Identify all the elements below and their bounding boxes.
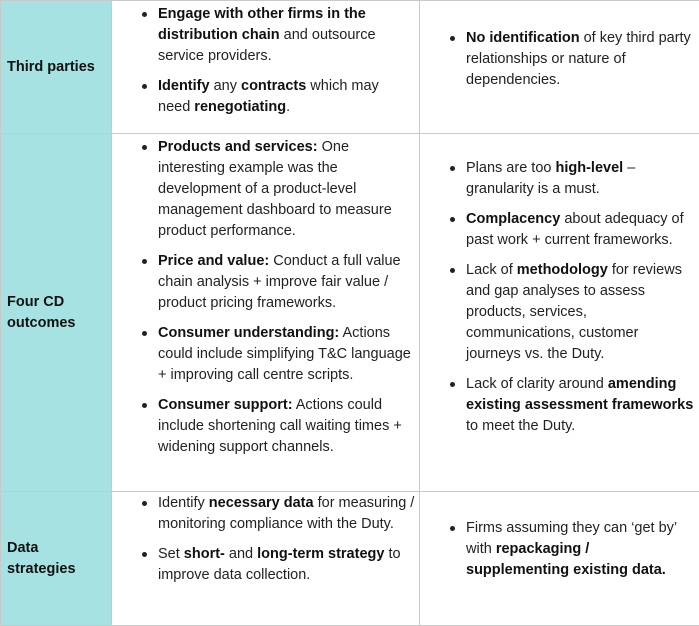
bullet-item bbox=[112, 395, 419, 458]
actions-list bbox=[112, 493, 419, 586]
bullet-dot-icon bbox=[142, 145, 147, 150]
bold-text: Engage with other firms in the distribution chain bbox=[158, 6, 366, 43]
bullet-item bbox=[112, 137, 419, 242]
text: Lack of clarity around bbox=[466, 376, 608, 392]
gaps-list bbox=[420, 158, 699, 437]
bullet-item bbox=[112, 251, 419, 314]
bold-text: short- bbox=[184, 546, 225, 562]
bullet-dot-icon bbox=[450, 166, 455, 171]
bold-text: Consumer understanding: bbox=[158, 325, 339, 341]
row-label-cell bbox=[1, 492, 112, 626]
bullet-dot-icon bbox=[142, 331, 147, 336]
bullet-dot-icon bbox=[450, 268, 455, 273]
bullet-item bbox=[112, 76, 419, 118]
row-label-cell bbox=[1, 1, 112, 134]
table-row bbox=[1, 492, 699, 626]
bullet-dot-icon bbox=[142, 12, 147, 17]
table-row bbox=[1, 134, 699, 492]
text: and outsource service providers. bbox=[158, 27, 376, 64]
text: to meet the Duty. bbox=[466, 418, 575, 434]
bullet-dot-icon bbox=[450, 382, 455, 387]
text: to improve data collection. bbox=[158, 546, 401, 583]
actions-list bbox=[112, 4, 419, 118]
bold-text: Consumer support: bbox=[158, 397, 293, 413]
gaps-list bbox=[420, 518, 699, 581]
bold-text: methodology bbox=[517, 262, 608, 278]
text: of key third party relationships or nature of dependencies. bbox=[466, 30, 691, 88]
table-row bbox=[1, 1, 699, 134]
text: and bbox=[225, 546, 257, 562]
actions-cell bbox=[112, 1, 420, 134]
bold-text: Identify bbox=[158, 78, 210, 94]
bullet-item bbox=[112, 544, 419, 586]
bold-text: No identification bbox=[466, 30, 580, 46]
gaps-cell bbox=[420, 492, 699, 626]
bullet-dot-icon bbox=[450, 526, 455, 531]
bold-text: long-term strategy bbox=[257, 546, 384, 562]
text: Identify bbox=[158, 495, 209, 511]
text: about adequacy of past work + current frameworks. bbox=[466, 211, 684, 248]
bullet-dot-icon bbox=[142, 501, 147, 506]
bullet-dot-icon bbox=[450, 36, 455, 41]
text: Lack of bbox=[466, 262, 517, 278]
bullet-dot-icon bbox=[142, 259, 147, 264]
row-label: Four CD outcomes bbox=[7, 294, 76, 331]
text: which may need bbox=[158, 78, 379, 115]
bullet-item bbox=[112, 493, 419, 535]
bold-text: renegotiating bbox=[194, 99, 286, 115]
actions-list bbox=[112, 137, 419, 458]
row-label: Third parties bbox=[7, 59, 95, 75]
bullet-item bbox=[112, 323, 419, 386]
text: Plans are too bbox=[466, 160, 555, 176]
text: Firms assuming they can ‘get by’ with bbox=[466, 520, 677, 557]
bullet-dot-icon bbox=[142, 84, 147, 89]
bullet-dot-icon bbox=[450, 217, 455, 222]
text: any bbox=[210, 78, 241, 94]
bold-text: contracts bbox=[241, 78, 306, 94]
bullet-item bbox=[420, 158, 699, 200]
actions-cell bbox=[112, 134, 420, 492]
bold-text: repackaging / supplementing existing data. bbox=[466, 541, 666, 578]
bullet-dot-icon bbox=[142, 403, 147, 408]
bullet-item bbox=[420, 209, 699, 251]
bullet-item bbox=[112, 4, 419, 67]
bold-text: Products and services: bbox=[158, 139, 318, 155]
text: One interesting example was the development of a product-level management dashboard to measure product performance. bbox=[158, 139, 392, 239]
bold-text: high-level bbox=[555, 160, 623, 176]
gaps-cell bbox=[420, 1, 699, 134]
actions-cell bbox=[112, 492, 420, 626]
bullet-dot-icon bbox=[142, 552, 147, 557]
bullet-item bbox=[420, 518, 699, 581]
text: for reviews and gap analyses to assess products, services, communications, customer journeys vs. the Duty. bbox=[466, 262, 682, 362]
bullet-item bbox=[420, 260, 699, 365]
gaps-list bbox=[420, 28, 699, 91]
bullet-item bbox=[420, 28, 699, 91]
text: Conduct a full value chain analysis + improve fair value / product pricing frameworks. bbox=[158, 253, 401, 311]
bold-text: necessary data bbox=[209, 495, 314, 511]
row-label: Data strategies bbox=[7, 540, 76, 577]
gaps-cell bbox=[420, 134, 699, 492]
text: – granularity is a must. bbox=[466, 160, 635, 197]
text: Set bbox=[158, 546, 184, 562]
text: Actions could include simplifying T&C language + improving call centre scripts. bbox=[158, 325, 411, 383]
bold-text: Price and value: bbox=[158, 253, 269, 269]
text: Actions could include shortening call waiting times + widening support channels. bbox=[158, 397, 402, 455]
bold-text: amending existing assessment frameworks bbox=[466, 376, 693, 413]
text: for measuring / monitoring compliance with the Duty. bbox=[158, 495, 414, 532]
bold-text: Complacency bbox=[466, 211, 560, 227]
bullet-item bbox=[420, 374, 699, 437]
row-label-cell bbox=[1, 134, 112, 492]
text: . bbox=[286, 99, 290, 115]
